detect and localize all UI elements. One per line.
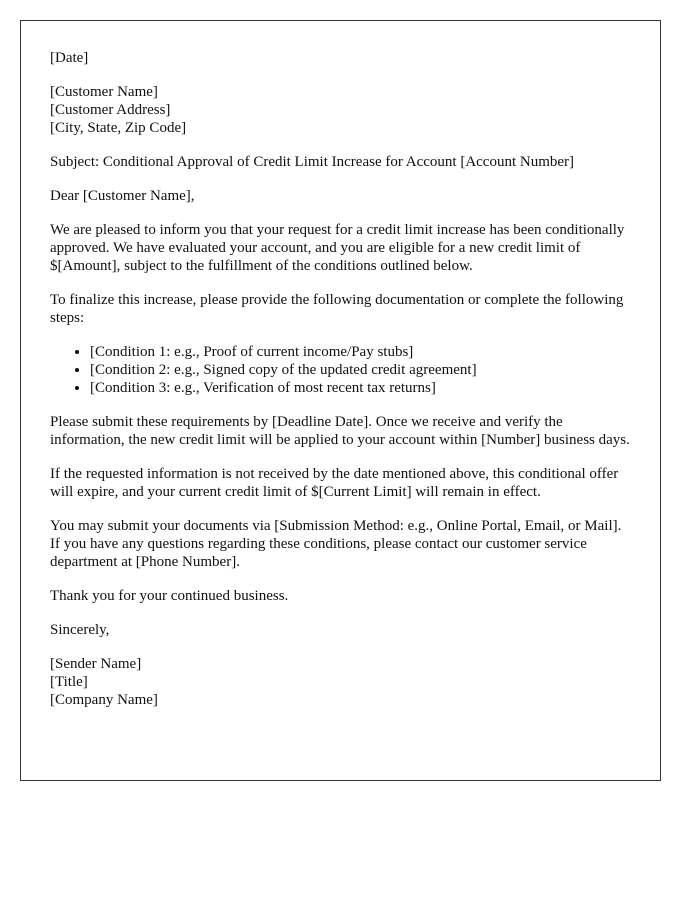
conditions-list	[50, 343, 632, 397]
condition-item: • [Condition 2: e.g., Signed copy of the updated credit agreement]	[90, 361, 632, 379]
expiry-paragraph: If the requested information is not received by the date mentioned above, this conditional offer will expire, and your current credit limit of $[Current Limit] will remain in effect.	[50, 466, 619, 500]
recipient-block	[50, 83, 632, 137]
finalize-paragraph: To finalize this increase, please provide the following documentation or complete the following steps:	[50, 292, 624, 326]
recipient-name: [Customer Name]	[50, 84, 158, 100]
condition-item: • [Condition 1: e.g., Proof of current income/Pay stubs]	[90, 343, 632, 361]
sender-company: [Company Name]	[50, 692, 158, 708]
date: [Date]	[50, 50, 89, 66]
recipient-address: [Customer Address]	[50, 102, 171, 118]
condition-item: • [Condition 3: e.g., Verification of most recent tax returns]	[90, 379, 632, 397]
deadline-paragraph: Please submit these requirements by [Deadline Date]. Once we receive and verify the information, the new credit limit will be applied to your account within [Number] business days.	[50, 414, 630, 448]
submission-paragraph: You may submit your documents via [Submission Method: e.g., Online Portal, Email, or Mail]. If you have any questions regarding these conditions, please contact our customer service department at [Phone Number].	[50, 518, 622, 570]
salutation: Dear [Customer Name],	[50, 188, 195, 204]
recipient-city-state-zip: [City, State, Zip Code]	[50, 120, 187, 136]
closing: Sincerely,	[50, 622, 110, 638]
thanks-paragraph: Thank you for your continued business.	[50, 588, 289, 604]
sender-block	[50, 655, 632, 709]
letter-page	[20, 20, 661, 781]
sender-name: [Sender Name]	[50, 656, 142, 672]
intro-paragraph: We are pleased to inform you that your request for a credit limit increase has been conditionally approved. We have evaluated your account, and you are eligible for a new credit limit of $[Amount], subject to the fulfillment of the conditions outlined below.	[50, 222, 625, 274]
subject-line: Subject: Conditional Approval of Credit Limit Increase for Account [Account Number]	[50, 154, 575, 170]
sender-title: [Title]	[50, 674, 88, 690]
